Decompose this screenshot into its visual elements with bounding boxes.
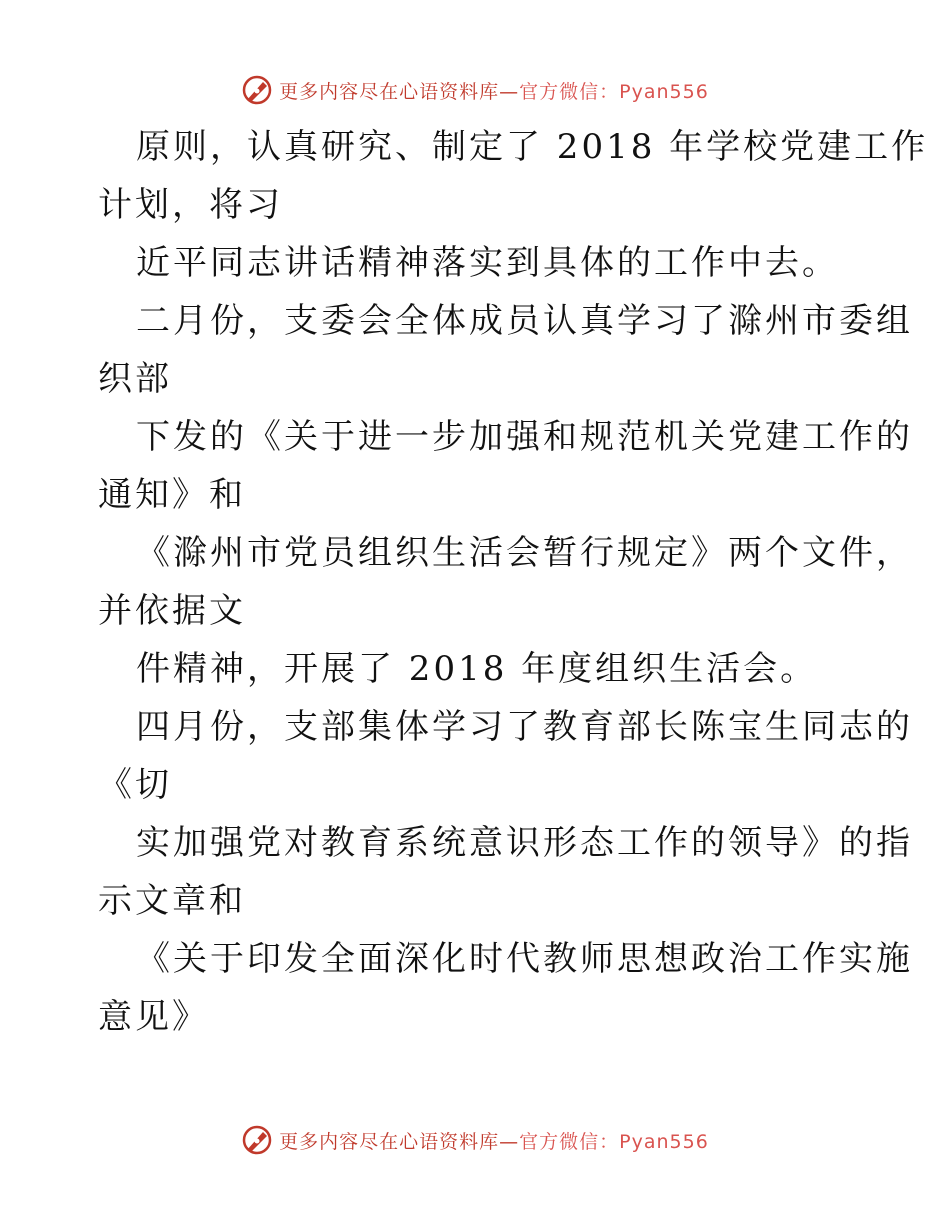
text-line: 并依据文 xyxy=(98,591,246,631)
text-line: 织部 xyxy=(98,359,172,399)
text-line: 件精神，开展了 2018 年度组织生活会。 xyxy=(136,649,818,689)
header-banner-wechat: 官方微信：Pyan556 xyxy=(519,80,709,103)
text-line: 近平同志讲话精神落实到具体的工作中去。 xyxy=(136,243,839,283)
footer-banner xyxy=(0,1120,950,1160)
text-line: 原则，认真研究、制定了 2018 年学校党建工作 xyxy=(136,127,929,167)
text-line: 通知》和 xyxy=(98,475,246,515)
text-line: 四月份，支部集体学习了教育部长陈宝生同志的 xyxy=(136,707,913,747)
footer-banner-main: 更多内容尽在心语资料库— xyxy=(279,1130,520,1153)
footer-banner-wechat: 官方微信：Pyan556 xyxy=(519,1130,709,1153)
pen-in-circle-icon xyxy=(241,1124,273,1156)
header-banner xyxy=(0,70,950,110)
pen-in-circle-icon xyxy=(241,74,273,106)
text-line: 《关于印发全面深化时代教师思想政治工作实施 xyxy=(136,939,913,979)
text-line: 实加强党对教育系统意识形态工作的领导》的指 xyxy=(136,823,913,863)
text-line: 下发的《关于进一步加强和规范机关党建工作的 xyxy=(136,417,913,457)
text-line: 意见》 xyxy=(98,997,209,1037)
text-line: 示文章和 xyxy=(98,881,246,921)
header-banner-text xyxy=(279,77,709,104)
text-line: 二月份，支委会全体成员认真学习了滁州市委组 xyxy=(136,301,913,341)
header-banner-main: 更多内容尽在心语资料库— xyxy=(279,80,520,103)
text-line: 计划，将习 xyxy=(98,185,283,225)
text-line: 《切 xyxy=(98,765,172,805)
document-body xyxy=(98,118,929,1046)
text-line: 《滁州市党员组织生活会暂行规定》两个文件， xyxy=(136,533,913,573)
footer-banner-text xyxy=(279,1127,709,1154)
